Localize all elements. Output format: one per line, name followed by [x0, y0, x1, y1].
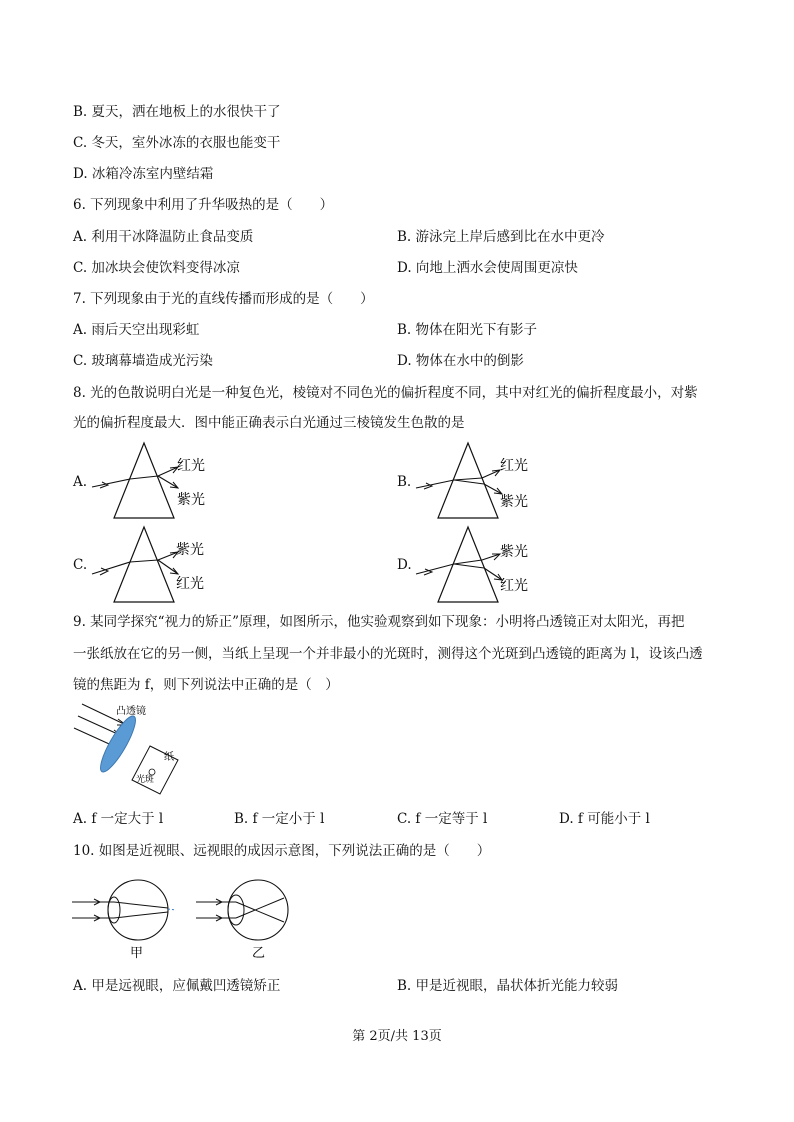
q8-a-label-red: 红光 — [177, 458, 205, 474]
q9-option-a: A. f 一定大于 l — [73, 811, 164, 827]
q6-stem: 6. 下列现象中利用了升华吸热的是（ ） — [73, 197, 334, 213]
q9-stem-line1: 9. 某同学探究“视力的矫正”原理，如图所示，他实验观察到如下现象：小明将凸透镜正对太阳光，再把 — [73, 614, 685, 630]
q9-stem-line2: 一张纸放在它的另一侧，当纸上呈现一个并非最小的光斑时，测得这个光斑到凸透镜的距离为 l，设该凸透 — [73, 646, 703, 662]
q7-stem: 7. 下列现象由于光的直线传播而形成的是（ ） — [73, 291, 374, 307]
q6-option-a: A. 利用干冰降温防止食品变质 — [73, 229, 254, 245]
page-number-footer: 第 2页/共 13页 — [352, 1029, 442, 1044]
q8-b-label-red: 红光 — [500, 458, 528, 474]
q10-stem: 10. 如图是近视眼、远视眼的成因示意图，下列说法正确的是（ ） — [73, 843, 491, 859]
q8-option-b-letter: B. — [397, 474, 412, 490]
convex-lens-experiment-diagram — [72, 700, 212, 798]
q5-option-c: C. 冬天，室外冰冻的衣服也能变干 — [73, 135, 281, 151]
q9-option-c: C. f 一定等于 l — [397, 811, 488, 827]
q7-option-d: D. 物体在水中的倒影 — [397, 353, 524, 369]
q6-option-c: C. 加冰块会使饮料变得冰凉 — [73, 260, 240, 276]
q6-option-d: D. 向地上洒水会使周围更凉快 — [397, 260, 578, 276]
q8-option-c-letter: C. — [73, 557, 88, 573]
prism-diagram-c — [88, 524, 218, 606]
q8-c-label-violet: 紫光 — [176, 542, 204, 558]
q5-option-d: D. 冰箱冷冻室内壁结霜 — [73, 166, 214, 182]
q8-a-label-violet: 紫光 — [177, 492, 205, 508]
q8-stem-line1: 8. 光的色散说明白光是一种复色光，棱镜对不同色光的偏折程度不同，其中对红光的偏折程度最小，对紫 — [73, 385, 698, 401]
q10-fig-jia-label: 甲 — [130, 946, 144, 961]
q9-fig-lens-label: 凸透镜 — [116, 706, 146, 717]
q10-option-a: A. 甲是远视眼，应佩戴凹透镜矫正 — [73, 978, 281, 994]
prism-diagram-d — [410, 524, 545, 606]
eye-diagrams — [70, 872, 310, 962]
q7-option-b: B. 物体在阳光下有影子 — [397, 322, 538, 338]
prism-diagram-b — [410, 440, 545, 522]
q8-d-label-violet: 紫光 — [500, 544, 528, 560]
convex-lens-shape — [95, 712, 141, 775]
q7-option-c: C. 玻璃幕墙造成光污染 — [73, 353, 213, 369]
eye-diagram-yi — [196, 880, 288, 961]
q9-option-d: D. f 可能小于 l — [559, 811, 650, 827]
q9-option-b: B. f 一定小于 l — [234, 811, 325, 827]
q8-stem-line2: 光的偏折程度最大．图中能正确表示白光通过三棱镜发生色散的是 — [73, 415, 465, 431]
q8-b-label-violet: 紫光 — [500, 494, 528, 510]
q8-d-label-red: 红光 — [500, 578, 528, 594]
q6-option-b: B. 游泳完上岸后感到比在水中更冷 — [397, 229, 605, 245]
q10-fig-yi-label: 乙 — [252, 946, 266, 961]
q9-fig-paper-label: 纸 — [164, 752, 174, 763]
q8-c-label-red: 红光 — [176, 576, 204, 592]
prism-diagram-a — [88, 440, 218, 522]
q5-option-b: B. 夏天，洒在地板上的水很快干了 — [73, 104, 281, 120]
q10-option-b: B. 甲是近视眼，晶状体折光能力较弱 — [397, 978, 619, 994]
q8-option-d-letter: D. — [397, 557, 412, 573]
q8-option-a-letter: A. — [73, 474, 88, 490]
q9-stem-line3: 镜的焦距为 f，则下列说法中正确的是（ ） — [73, 677, 339, 693]
eye-diagram-jia — [72, 880, 176, 961]
q9-fig-spot-label: 光斑 — [136, 775, 155, 785]
q7-option-a: A. 雨后天空出现彩虹 — [73, 322, 200, 338]
